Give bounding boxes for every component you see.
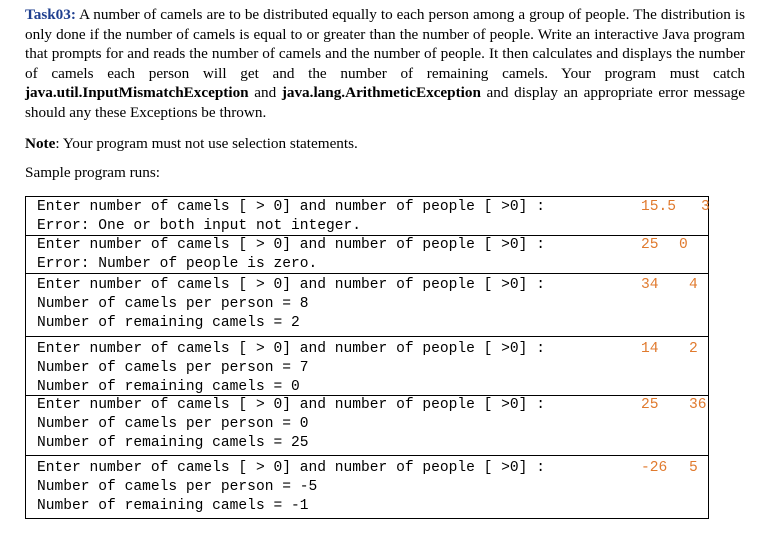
task-mid: and [248,84,282,102]
input-people: 2 [689,341,698,357]
output-line: Number of camels per person = 7 [37,360,309,376]
output-line: Number of camels per person = 8 [37,296,309,312]
input-people: 4 [689,277,698,293]
task-description [25,5,745,123]
input-people: 36 [689,397,707,413]
output-line: Error: One or both input not integer. [37,218,362,234]
input-camels: 15.5 [641,199,677,215]
prompt-text: Enter number of camels [ > 0] and number of people [ >0] : [37,341,554,357]
task-intro: A number of camels are to be distributed equally to each person among a group of people. The distribution is only done if the number of camels is equal to or greater than the number of people. Write an interactive Java program that prompts for and reads the number of camels and the number of people. It then calculates and displays the number of camels each person will get and the number of remaining camels. Your program must catch [25,6,745,82]
input-camels: 14 [641,341,659,357]
input-camels: 25 [641,397,659,413]
prompt-text: Enter number of camels [ > 0] and number of people [ >0] : [37,460,554,476]
output-line: Number of remaining camels = -1 [37,498,309,514]
output-line: Number of camels per person = -5 [37,479,318,495]
input-camels: 34 [641,277,659,293]
prompt-text: Enter number of camels [ > 0] and number of people [ >0] : [37,199,554,215]
sample-run [26,197,708,236]
sample-run [26,274,708,337]
sample-run [26,236,708,274]
prompt-line [37,198,708,217]
prompt-line [37,276,708,295]
sample-run [26,396,708,456]
input-camels: -26 [641,460,668,476]
output-line: Number of remaining camels = 2 [37,315,300,331]
prompt-line [37,340,708,359]
exception-arithmetic: java.lang.ArithmeticException [281,84,481,102]
note-label: Note [25,135,56,152]
output-line: Error: Number of people is zero. [37,256,318,272]
input-people: 3 [701,199,710,215]
prompt-line [37,396,708,415]
input-people: 0 [679,237,688,253]
sample-runs-box [25,196,709,519]
prompt-text: Enter number of camels [ > 0] and number of people [ >0] : [37,277,554,293]
sample-heading: Sample program runs: [25,164,160,181]
output-line: Number of camels per person = 0 [37,416,309,432]
note [25,135,358,153]
output-line: Number of remaining camels = 0 [37,379,300,395]
task-label: Task03: [25,6,76,23]
input-people: 5 [689,460,698,476]
task-outro: and display an appropriate error message should any these Exceptions be thrown. [25,84,745,121]
prompt-text: Enter number of camels [ > 0] and number of people [ >0] : [37,397,554,413]
prompt-text: Enter number of camels [ > 0] and number of people [ >0] : [37,237,554,253]
prompt-line [37,236,708,255]
sample-run [26,337,708,396]
prompt-line [37,459,708,478]
sample-run [26,456,708,519]
output-line: Number of remaining camels = 25 [37,435,309,451]
note-text: : Your program must not use selection statements. [55,135,358,152]
exception-input-mismatch: java.util.InputMismatchException [25,84,249,102]
input-camels: 25 [641,237,659,253]
